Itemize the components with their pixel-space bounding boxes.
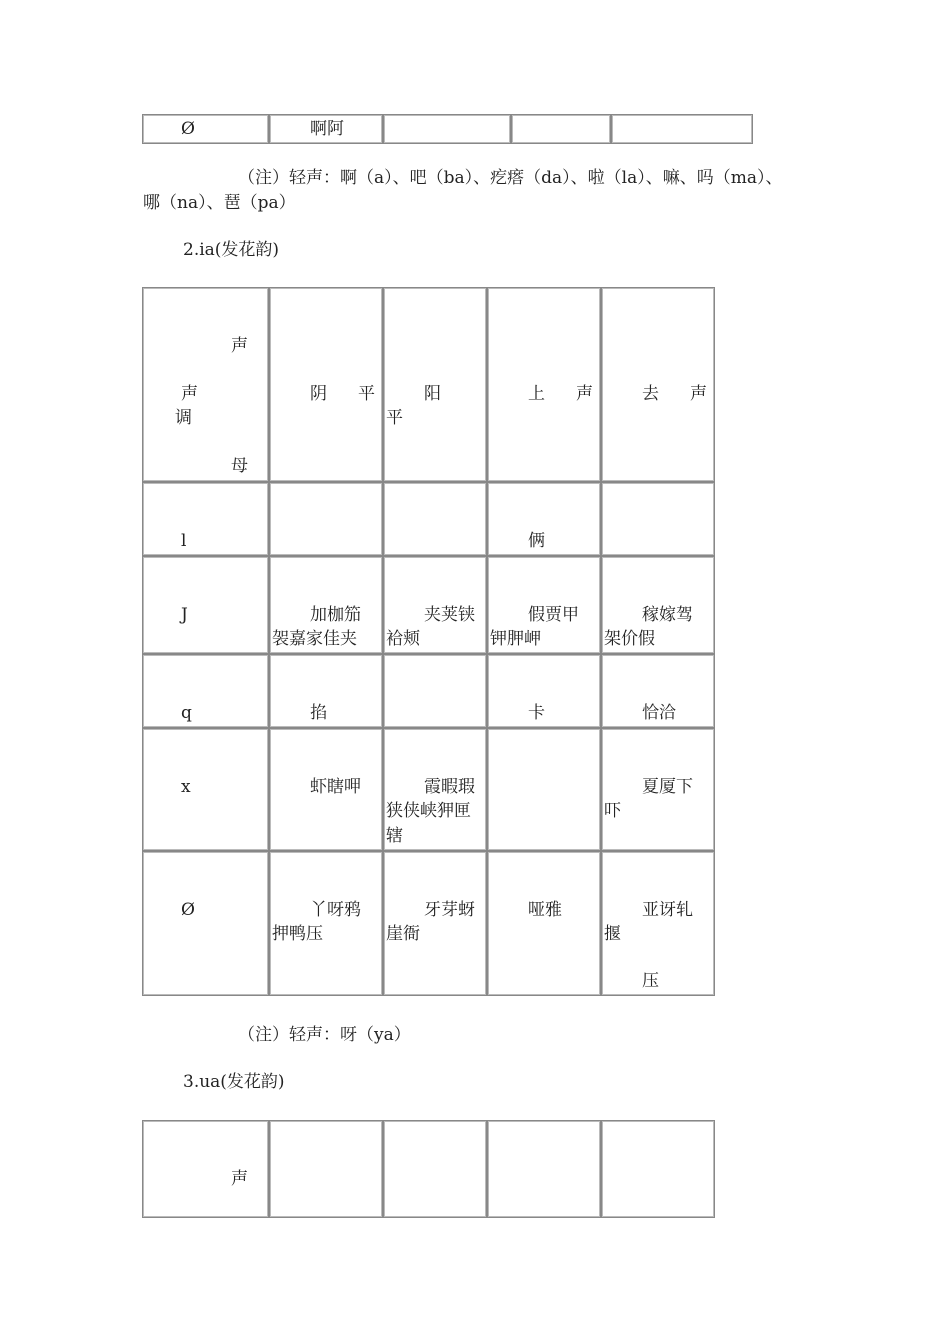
table-header-row (142, 1120, 715, 1218)
header-yinping: 阴 平 (310, 384, 375, 404)
yinping-cell: 丫呀鸦 押鸭压 (272, 900, 361, 944)
ia-table (142, 287, 715, 996)
note-light-tone-1-cont: 哪（na）、琶（pa） (143, 193, 296, 213)
initial-cell: J (181, 605, 188, 625)
qusheng-cell: 恰洽 (642, 703, 676, 723)
yangping-cell: 牙芽蚜 崖衙 (386, 900, 475, 944)
qusheng-cell: 夏厦下 吓 (604, 777, 693, 821)
header-qusheng: 去 声 (642, 384, 707, 404)
section-title-ua: 3.ua(发花韵) (183, 1072, 285, 1092)
note-light-tone-1: （注）轻声：啊（a）、吧（ba）、疙瘩（da）、啦（la）、嘛、吗（ma）、 (238, 168, 783, 188)
yangping-cell: 霞暇瑕 狭侠峡狎匣 辖 (386, 777, 475, 846)
table-row (142, 654, 715, 728)
shangsheng-cell: 假贾甲 钾胛岬 (490, 605, 579, 649)
initial-cell: Ø (181, 900, 195, 920)
table-row (142, 556, 715, 654)
shangsheng-cell: 俩 (528, 531, 545, 551)
initial-cell: l (181, 531, 187, 551)
yinping-cell: 虾瞎呷 (310, 777, 361, 797)
top-table (142, 114, 753, 144)
yinping-cell: 啊阿 (310, 119, 344, 139)
header-corner-cell: 声 声 调 母 (175, 336, 248, 476)
yinping-cell: 掐 (310, 703, 327, 723)
initial-cell: q (181, 703, 192, 723)
note-light-tone-2: （注）轻声：呀（ya） (238, 1025, 411, 1045)
table-row (142, 482, 715, 556)
section-title-ia: 2.ia(发花韵) (183, 240, 280, 260)
header-yangping: 阳 平 (386, 384, 441, 428)
yinping-cell: 加枷笳 袈嘉家佳夹 (272, 605, 361, 649)
ua-table (142, 1120, 715, 1218)
initial-cell: Ø (181, 119, 195, 139)
initial-cell: x (181, 777, 191, 797)
qusheng-cell: 亚讶轧 揠 压 (604, 900, 693, 991)
header-corner-cell: 声 (231, 1169, 248, 1189)
shangsheng-cell: 哑雅 (528, 900, 562, 920)
table-header-row (142, 287, 715, 482)
table-row (142, 114, 753, 144)
table-row (142, 728, 715, 851)
qusheng-cell: 稼嫁驾 架价假 (604, 605, 693, 649)
shangsheng-cell: 卡 (528, 703, 545, 723)
header-shangsheng: 上 声 (528, 384, 593, 404)
yangping-cell: 夹荚铗 袷颊 (386, 605, 475, 649)
table-row (142, 851, 715, 996)
